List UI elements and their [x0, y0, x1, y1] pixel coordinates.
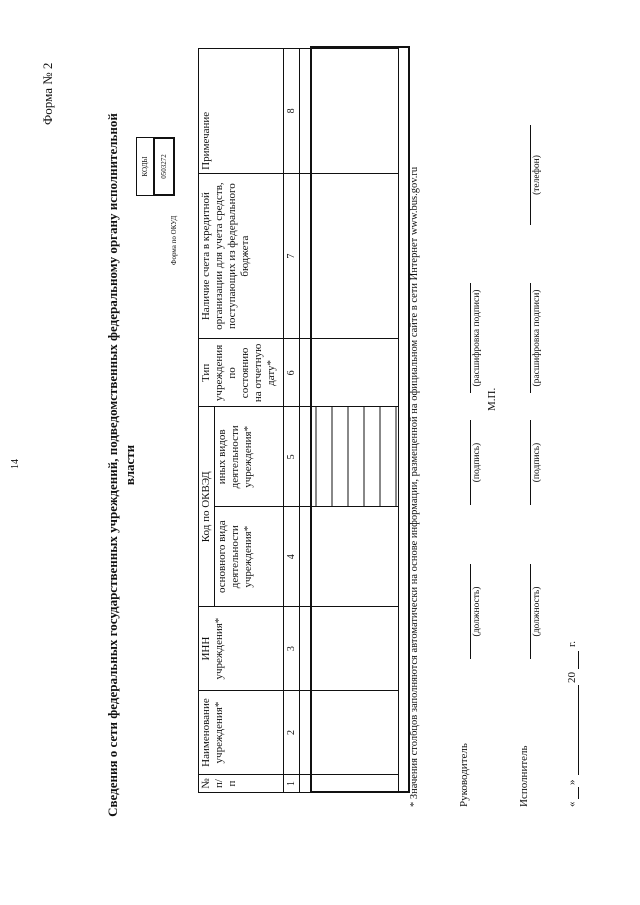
- document-title: Сведения о сети федеральных государственных учреждений, подведомственных федеральному органу исполнительной власти: [105, 113, 137, 817]
- head-position-caption: (должность): [472, 586, 482, 637]
- head-label: Руководитель: [458, 743, 470, 807]
- phone-line: [530, 125, 531, 225]
- date-close-quote: »: [566, 779, 578, 785]
- executor-label: Исполнитель: [518, 745, 530, 807]
- okud-code: 0503272: [153, 137, 175, 196]
- executor-signature-caption: (подпись): [532, 442, 542, 483]
- col-number: 3: [284, 607, 300, 691]
- col-number: 6: [284, 339, 300, 407]
- date-day-line: [578, 787, 579, 799]
- col-number: 4: [284, 507, 300, 607]
- date-suffix: г.: [566, 640, 578, 647]
- header-okved-main: основного вида деятельности учреждения*: [215, 507, 284, 607]
- header-name: Наименование учреждения*: [199, 691, 284, 775]
- header-type: Тип учреждения по состоянию на отчетную дату*: [199, 339, 284, 407]
- col-number: 5: [284, 407, 300, 507]
- data-area-frame: [310, 46, 410, 793]
- col-number: 1: [284, 775, 300, 793]
- head-decode-caption: (расшифровка подписи): [472, 289, 482, 387]
- codes-header: КОДЫ: [137, 138, 154, 195]
- date-year-prefix: 20: [566, 672, 578, 683]
- header-okved-other: иных видов деятельности учреждения*: [215, 407, 284, 507]
- executor-decode-caption: (расшифровка подписи): [532, 289, 542, 387]
- header-note: Примечание: [199, 49, 284, 174]
- head-signature-line: [470, 420, 471, 505]
- page-number: 14: [10, 459, 21, 469]
- executor-position-caption: (должность): [532, 586, 542, 637]
- date-open-quote: «: [566, 801, 578, 807]
- col-number: 8: [284, 49, 300, 174]
- column-numbers-row: [284, 49, 300, 793]
- executor-position-line: [530, 564, 531, 659]
- date-month-line: [578, 685, 579, 775]
- executor-decode-line: [530, 283, 531, 393]
- executor-signature-line: [530, 420, 531, 505]
- date-year-line: [578, 651, 579, 669]
- head-signature-caption: (подпись): [472, 442, 482, 483]
- header-num: № п/п: [199, 775, 284, 793]
- stamp-label: М.П.: [486, 387, 498, 411]
- header-account: Наличие счета в кредитной организации для учета средств, поступающих из федерального бюджета: [199, 173, 284, 339]
- col-number: 7: [284, 173, 300, 339]
- header-okved: Код по ОКВЭД: [199, 407, 215, 607]
- table-header-row: [199, 49, 215, 793]
- form-number: Форма № 2: [40, 62, 55, 125]
- header-inn: ИНН учреждения*: [199, 607, 284, 691]
- codes-box: [136, 137, 175, 196]
- footnote: * Значения столбцов заполняются автоматически на основе информации, размещенной на официальном сайте в сети Интернет www.bus.gov.ru: [409, 166, 420, 807]
- okud-label: Форма по ОКУД: [170, 215, 178, 265]
- phone-caption: (телефон): [532, 155, 542, 195]
- head-position-line: [470, 564, 471, 659]
- head-decode-line: [470, 283, 471, 393]
- col-number: 2: [284, 691, 300, 775]
